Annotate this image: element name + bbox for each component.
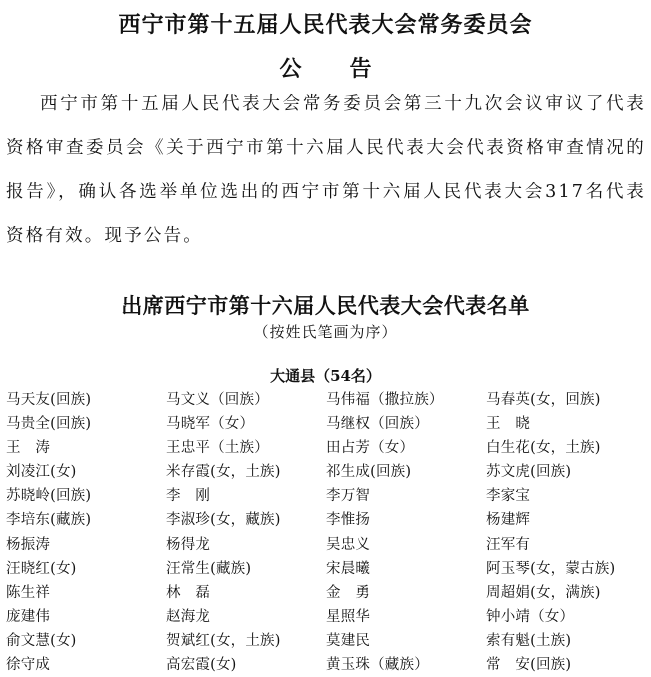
delegate-name: 王 晓	[486, 416, 531, 433]
delegate-name: 李惟扬	[326, 512, 371, 529]
delegate-name-grid	[6, 388, 646, 677]
delegate-name: 白生花(女，土族)	[486, 440, 601, 457]
delegate-name: 汪常生(藏族)	[166, 560, 252, 577]
delegate-name: 俞文慧(女)	[6, 632, 77, 649]
delegate-name: 吴忠义	[326, 536, 371, 553]
list-title: 出席西宁市第十六届人民代表大会代表名单	[121, 293, 530, 318]
delegate-name: 米存霞(女，土族)	[166, 464, 281, 481]
county-heading: 大通县（54名）	[270, 367, 381, 385]
delegate-name: 马天友(回族)	[6, 392, 92, 408]
delegate-name: 杨得龙	[166, 536, 211, 553]
delegate-name: 金 勇	[326, 584, 371, 601]
delegate-name: 李淑珍(女，藏族)	[166, 512, 281, 529]
delegate-name: 徐守成	[6, 657, 51, 674]
delegate-name: 索有魁(土族)	[486, 632, 572, 649]
delegate-name: 常 安(回族)	[486, 657, 572, 674]
delegate-name: 林 磊	[166, 584, 211, 601]
delegate-name: 钟小靖（女）	[486, 608, 575, 625]
delegate-name: 高宏霞(女)	[166, 657, 237, 674]
delegate-name: 马伟福（撒拉族）	[326, 392, 444, 408]
delegate-name: 李家宝	[486, 488, 531, 505]
committee-title: 西宁市第十五届人民代表大会常务委员会	[118, 12, 533, 38]
delegate-name: 马继权（回族）	[326, 416, 429, 433]
delegate-name: 贺斌红(女，土族)	[166, 632, 281, 649]
delegate-name: 宋晨曦	[326, 560, 371, 577]
delegate-name: 庞建伟	[6, 608, 51, 625]
delegate-name: 杨建辉	[486, 512, 531, 529]
announcement-char-2: 告	[349, 56, 372, 82]
delegate-name: 星照华	[326, 608, 371, 625]
delegate-name: 李培东(藏族)	[6, 512, 92, 529]
delegate-name: 王 涛	[6, 440, 51, 457]
delegate-name: 李 刚	[166, 488, 211, 505]
delegate-name: 阿玉琴(女，蒙古族)	[486, 560, 616, 577]
delegate-name: 马贵全(回族)	[6, 416, 92, 433]
delegate-name: 汪晓红(女)	[6, 560, 77, 577]
announcement-char-1: 公	[279, 56, 302, 82]
delegate-name: 祁生成(回族)	[326, 464, 412, 481]
delegate-name: 苏晓岭(回族)	[6, 488, 92, 505]
delegate-name: 马春英(女，回族)	[486, 392, 601, 408]
delegate-name: 陈生祥	[6, 584, 51, 601]
delegate-name: 马文义（回族）	[166, 392, 269, 408]
delegate-name: 马晓军（女）	[166, 416, 255, 433]
delegate-name: 杨振涛	[6, 536, 51, 553]
delegate-name: 李万智	[326, 488, 371, 505]
delegate-name: 王忠平（土族）	[166, 440, 269, 457]
delegate-name: 莫建民	[326, 632, 371, 649]
delegate-name: 黄玉珠（藏族）	[326, 657, 429, 674]
delegate-name: 田占芳（女）	[326, 440, 415, 457]
delegate-name: 苏文虎(回族)	[486, 464, 572, 481]
delegate-name: 赵海龙	[166, 608, 211, 625]
delegate-name: 汪军有	[486, 536, 531, 553]
announcement-heading	[0, 52, 651, 83]
delegate-name: 刘凌江(女)	[6, 464, 77, 481]
announcement-body: 西宁市第十五届人民代表大会常务委员会第三十九次会议审议了代表资格审查委员会《关于西宁市第十六届人民代表大会代表资格审查情况的报告》，确认各选举单位选出的西宁市第十六届人民代表大会317名代表资格有效。现予公告。	[6, 94, 646, 246]
delegate-name: 周超娟(女，满族)	[486, 584, 601, 601]
list-subtitle: （按姓氏笔画为序）	[253, 323, 398, 341]
